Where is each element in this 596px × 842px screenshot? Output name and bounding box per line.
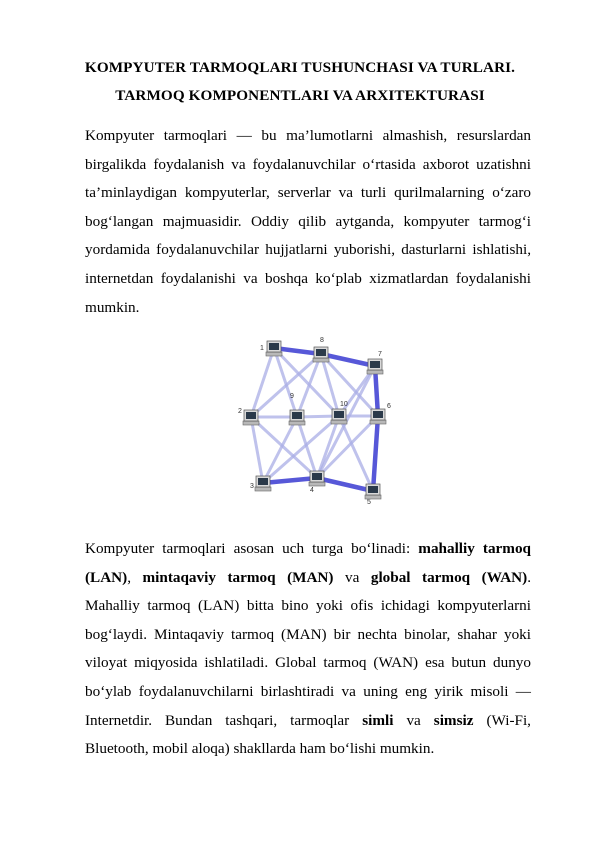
node-label: 9 xyxy=(290,393,294,400)
wan-term: global tarmoq (WAN) xyxy=(370,568,528,586)
network-diagram xyxy=(232,332,402,510)
wireless-term: simsiz xyxy=(433,711,474,729)
node-label: 3 xyxy=(250,483,254,490)
computer-node-icon xyxy=(367,359,383,374)
node-label: 6 xyxy=(387,403,391,410)
node-label: 5 xyxy=(367,499,371,506)
computer-node-icon xyxy=(266,341,282,356)
man-term: mintaqaviy tarmoq (MAN) xyxy=(142,568,334,586)
computer-node-icon xyxy=(255,476,271,491)
lan-term: mahalliy tarmoq (LAN) xyxy=(85,540,531,586)
node-label: 8 xyxy=(320,337,324,344)
node-label: 10 xyxy=(340,401,348,408)
network-link xyxy=(317,478,373,491)
wired-term: simli xyxy=(362,711,394,729)
page-title-line2: TARMOQ KOMPONENTLARI VA ARXITEKTURASI xyxy=(115,87,485,104)
types-body-text: . Mahalliy tarmoq (LAN) bitta bino yoki ofis ichidagi kompyuterlarni bog‘laydi. Mintaqaviy tarmoq (MAN) bir nechta binolar, shahar yoki viloyat miqyosida ishlatiladi. Global tarmoq (WAN) esa butun dunyo bo‘ylab foydalanuvchilarni birlashtiradi va uning eng yirik misoli — Internetdir. Bundan tashqari, tarmoqlar xyxy=(85,568,531,729)
network-link xyxy=(263,417,297,483)
computer-node-icon xyxy=(331,409,347,424)
computer-node-icon xyxy=(309,471,325,486)
computer-node-icon xyxy=(289,410,305,425)
types-closing-text: (Wi-Fi, Bluetooth, mobil aloqa) shakllarda ham bo‘lishi mumkin. xyxy=(85,711,531,758)
computer-node-icon xyxy=(313,347,329,362)
types-separator: va xyxy=(333,568,371,586)
computer-node-icon xyxy=(370,409,386,424)
page-title-line1: KOMPYUTER TARMOQLARI TUSHUNCHASI VA TURLARI. xyxy=(84,59,516,76)
computer-node-icon xyxy=(243,410,259,425)
node-label: 2 xyxy=(238,408,242,415)
network-link xyxy=(317,416,378,478)
types-separator: va xyxy=(393,711,434,729)
types-separator: , xyxy=(127,568,143,586)
network-topology-figure xyxy=(232,332,402,510)
intro-paragraph: Kompyuter tarmoqlari — bu ma’lumotlarni almashish, resurslardan birgalikda foydalanish va foydalanuvchilar o‘rtasida axborot uzatishni ta’minlaydigan kompyuterlar, serverlar va turli qurilmalarning o‘zaro bog‘langan majmuasidir. Oddiy qilib aytganda, kompyuter tarmog‘i yordamida foydalanuvchilar hujjatlarni yuborishi, dasturlarni ishlatishi, internetdan foydalanishi va boshqa ko‘plab xizmatlardan foydalanishi mumkin. xyxy=(85,127,531,316)
node-label: 1 xyxy=(260,345,264,352)
network-link xyxy=(373,416,378,491)
types-intro-text: Kompyuter tarmoqlari asosan uch turga bo‘linadi: xyxy=(85,540,419,557)
node-label: 4 xyxy=(310,487,314,494)
node-label: 7 xyxy=(378,351,382,358)
network-types-paragraph xyxy=(85,535,531,764)
computer-node-icon xyxy=(365,484,381,499)
